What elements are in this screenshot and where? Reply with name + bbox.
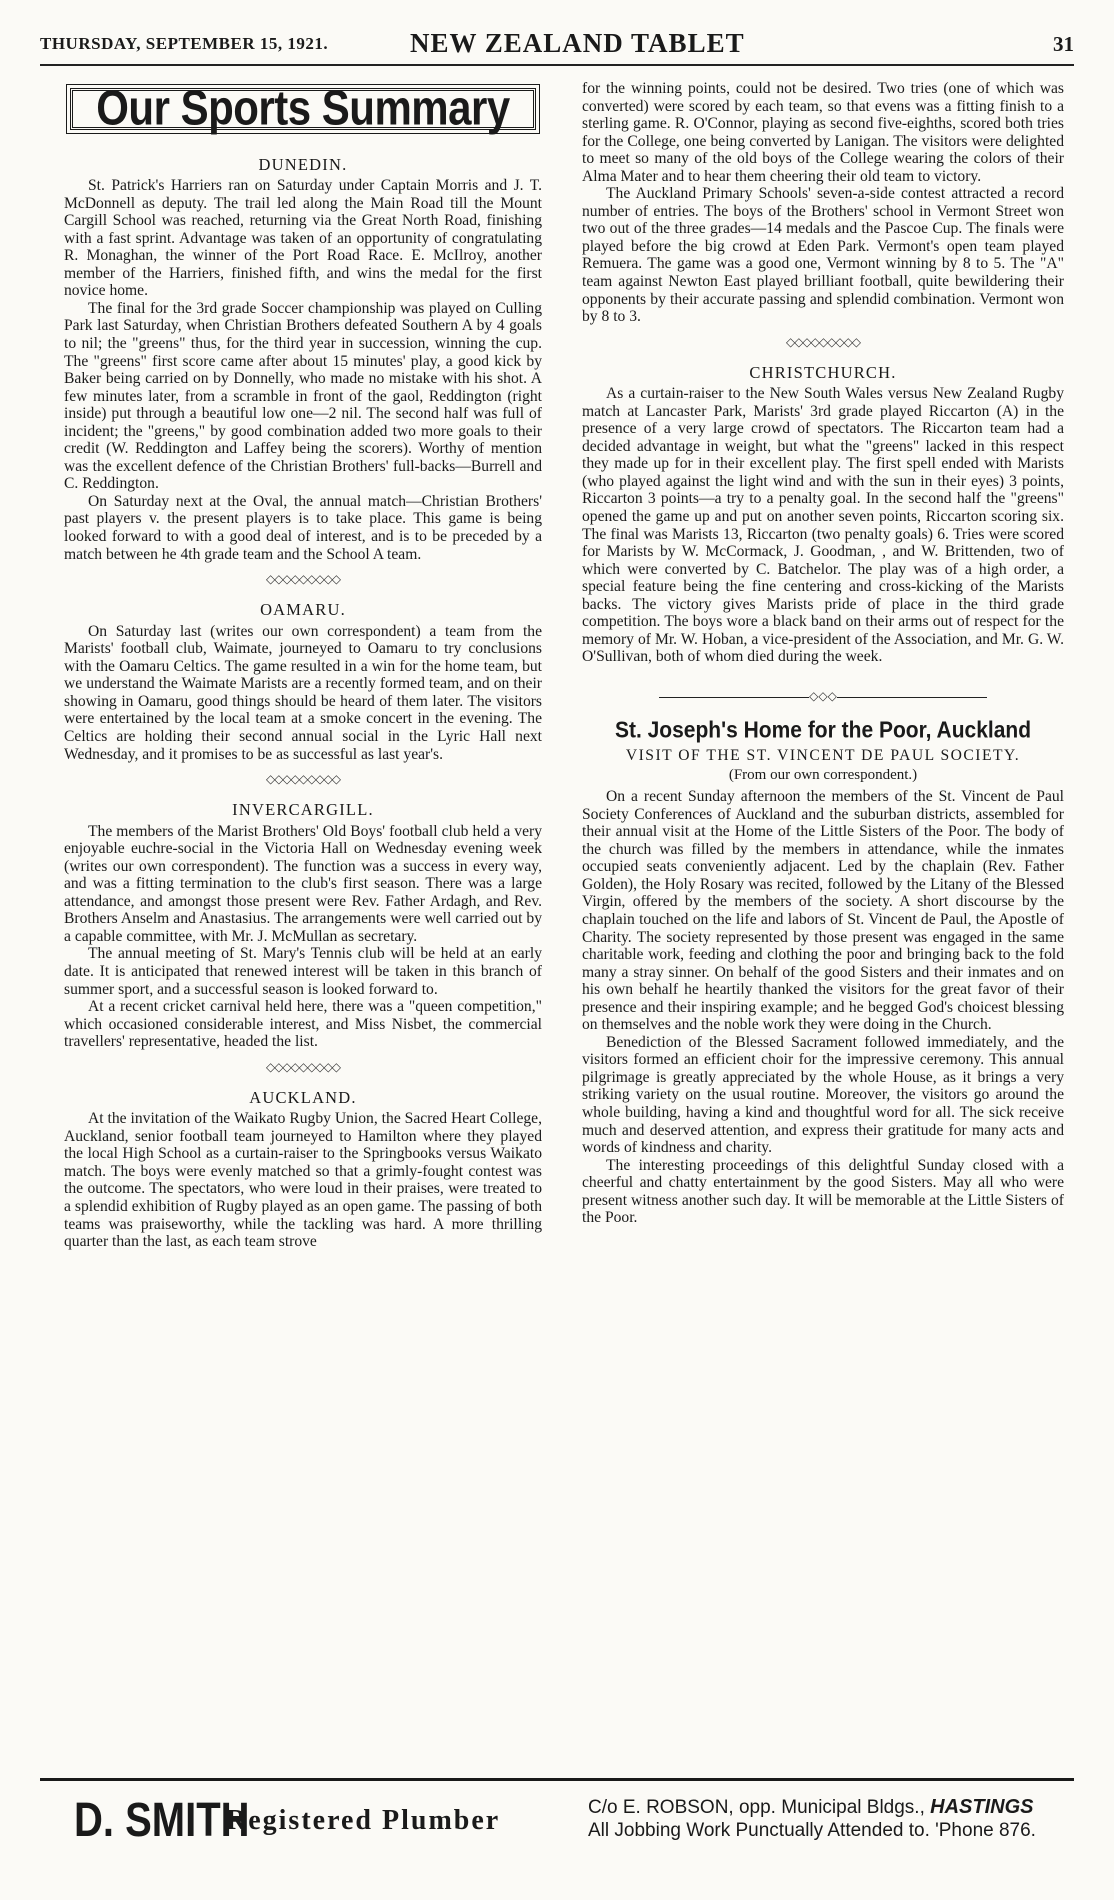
article-divider (582, 688, 1064, 706)
paragraph: The interesting proceedings of this delightful Sunday closed with a cheerful and chatty entertainment by the good Sisters. May all who were present witness another such day. It will be memorable at the Little Sisters of the Poor. (582, 1156, 1064, 1227)
advert-address-prefix: C/o E. ROBSON, opp. Municipal Bldgs., (588, 1797, 925, 1818)
section-ornament: ◇◇◇◇◇◇◇◇◇ (265, 772, 341, 787)
paragraph-continued: for the winning points, could not be desired. Two tries (one of which was converted) were scored by each team, so that evens was a fitting finish to a sterling game. R. O'Connor, playing as second five-eighths, scored both tries for the College, one being converted by Lanigan. The visitors were delighted to meet so many of the old boys of the College wearing the colors of their Alma Mater and to hear them cheering their old team to victory. (582, 80, 1064, 185)
advert-rule (40, 1778, 1074, 1781)
section-heading-auckland: AUCKLAND. (249, 1087, 357, 1107)
advert-line2: All Jobbing Work Punctually Attended to. 'Phone 876. (588, 1820, 1036, 1841)
advert-trade: Registered Plumber (226, 1805, 501, 1836)
paragraph: The final for the 3rd grade Soccer championship was played on Culling Park last Saturday, when Christian Brothers defeated Southern A by 4 goals to nil; the "greens" thus, for the third year in succession, winning the cup. The "greens" first score came after about 15 minutes' play, a good kick by Baker being carried on by Donnelly, who made no mistake with his shot. A few minutes later, from a scramble in front of the gaol, Reddington (right inside) put through a beautiful low one—2 nil. The second half was full of incident; the "greens," by good combination added two more goals to their credit (W. Reddington and Laffey being the scorers). Worthy of mention was the excellent defence of the Christian Brothers' full-backs—Burrell and C. Reddington. (64, 299, 542, 493)
right-column (582, 80, 1064, 1227)
section-ornament: ◇◇◇◇◇◇◇◇◇ (785, 334, 861, 349)
left-column (64, 79, 542, 1251)
paragraph: The members of the Marist Brothers' Old Boys' football club held a very enjoyable euchre-social in the Victoria Hall on Wednesday evening week (writes our own correspondent). The function was a success in every way, and was a fitting termination to the club's first season. There was a large attendance, and amongst those present were Rev. Father Ardagh, and Rev. Brothers Anselm and Anastasius. The arrangements were well carried out by a capable committee, with Mr. J. McMullan as secretary. (64, 822, 542, 945)
paragraph: At the invitation of the Waikato Rugby Union, the Sacred Heart College, Auckland, senior football team journeyed to Hamilton where they played the local High School as a curtain-raiser to the Springbooks versus Waikato match. The boys were evenly matched so that a grimly-fought contest was the outcome. The spectators, who were loud in their praises, were treated to a splendid exhibition of Rugby played as an open game. The passing of both teams was praiseworthy, while the tackling was hard. A more thrilling quarter than the last, as each team strove (64, 1110, 542, 1251)
publication-title: NEW ZEALAND TABLET (410, 28, 745, 58)
article-title-st-joseph: St. Joseph's Home for the Poor, Auckland (614, 717, 1032, 743)
article-subtitle: VISIT OF THE ST. VINCENT DE PAUL SOCIETY. (625, 747, 1021, 765)
divider-ornament: ◇◇◇ (809, 688, 837, 703)
section-ornament: ◇◇◇◇◇◇◇◇◇ (265, 1059, 341, 1074)
section-heading-christchurch: CHRISTCHURCH. (749, 362, 897, 382)
section-ornament: ◇◇◇◇◇◇◇◇◇ (265, 572, 341, 587)
section-heading-invercargill: INVERCARGILL. (232, 800, 374, 820)
divider-line (837, 697, 987, 698)
paragraph: As a curtain-raiser to the New South Wales versus New Zealand Rugby match at Lancaster Park, Marists' 3rd grade played Riccarton (A) in the presence of a very large crowd of spectators. The Riccarton team had a decided advantage in weight, but what the "greens" lacked in this respect they made up for in their excellent play. The first spell ended with Marists (who played against the light wind and with the sun in their eyes) 3 points, Riccarton 3 points—a try to a penalty goal. In the second half the "greens" opened the game up and put on another seven points, Riccarton scoring six. The final was Marists 13, Riccarton (two penalty goals) 6. Tries were scored for Marists by W. McCormack, J. Goodman, , and W. Brittenden, two of which were converted by C. Batchelor. The play was of a high order, a special feature being the fine centering and cross-kicking of the Marists backs. The victory gives Marists pride of place in the third grade competition. The boys wore a black band on their arms out of respect for the memory of Mr. W. Hoban, a vice-president of the Association, and Mr. G. W. O'Sullivan, both of whom died during the week. (582, 385, 1064, 666)
paragraph: At a recent cricket carnival held here, there was a "queen competition," which occasioned considerable interest, and Miss Nisbet, the commercial travellers' representative, headed the list. (64, 998, 542, 1051)
section-heading-dunedin: DUNEDIN. (258, 154, 348, 174)
paragraph: Benediction of the Blessed Sacrament followed immediately, and the visitors formed an efficient choir for the impressive ceremony. This annual pilgrimage is greatly appreciated by the whole House, as it brings a very striking variety on the usual routine. Moreover, the visitors go around the whole building, having a kind and thoughtful word for all. The sick receive much and deserved attention, and express their gratitude for many acts and words of kindness and charity. (582, 1033, 1064, 1157)
page-number: 31 (1053, 32, 1074, 56)
sports-title-box (70, 79, 536, 136)
paragraph: St. Patrick's Harriers ran on Saturday under Captain Morris and J. T. McDonnell as deputy. The trail led along the Main Road till the Mount Cargill School was reached, returning via the Great North Road, finishing with a fast sprint. Advantage was taken of an opportunity of congratulating R. Monaghan, the winner of the Port Road Race. E. McIlroy, another member of the Harriers, finished fifth, and wins the medal for the first novice home. (64, 177, 542, 300)
article-byline: (From our own correspondent.) (728, 766, 918, 783)
plumber-advert (40, 1788, 1074, 1858)
section-heading-oamaru: OAMARU. (260, 600, 346, 620)
paragraph: On Saturday last (writes our own correspondent) a team from the Marists' football club, Waimate, journeyed to Oamaru to try conclusions with the Oamaru Celtics. The game resulted in a win for the home team, but we understand the Waimate Marists are a recently formed team, and on their showing in Oamaru, good things should be heard of them later. The visitors were entertained by the local team at a smoke concert in the evening. The Celtics are holding their second annual social in the Lyric Hall next Wednesday, and it promises to be as successful as last year's. (64, 622, 542, 763)
paragraph: The Auckland Primary Schools' seven-a-side contest attracted a record number of entries. The boys of the Brothers' school in Vermont Street won two out of the three grades—14 medals and the Pascoe Cup. The finals were played before the big crowd at Eden Park. Vermont's open team played Remuera. The game was a good one, Vermont winning by 8 to 5. The "A" team against Newton East played brilliant football, quite bewildering their opponents by their accurate passing and splendid combination. Vermont won by 8 to 3. (582, 185, 1064, 326)
advert-address (588, 1796, 1034, 1819)
paragraph: On a recent Sunday afternoon the members of the St. Vincent de Paul Society Conferences of Auckland and the suburban districts, assembled for their annual visit at the Home of the Little Sisters of the Poor. The body of the church was filled by the members in attendance, while the inmates occupied seats conveniently adjacent. Led by the chaplain (Rev. Father Golden), the Holy Rosary was recited, followed by the Litany of the Blessed Virgin, offered by the members of the society. A short discourse by the chaplain touched on the life and labors of St. Vincent de Paul, the Apostle of Charity. The society represented by those present was engaged in the same charitable work, feeding and clothing the poor and bringing back to the fold many a stray sinner. On behalf of the good Sisters and their inmates and on his own behalf he heartily thanked the visitors for the great favor of their presence and their inspiring example; and he begged God's choicest blessing on themselves and the noble work they were doing in the Church. (582, 788, 1064, 1034)
paragraph: On Saturday next at the Oval, the annual match—Christian Brothers' past players v. the present players is to take place. This game is being looked forward to with a good deal of interest, and is to be preceded by a match between he 4th grade team and the School A team. (64, 492, 542, 563)
page-header (40, 24, 1074, 66)
paragraph: The annual meeting of St. Mary's Tennis club will be held at an early date. It is anticipated that renewed interest will be taken in this branch of summer sport, and a successful season is looked forward to. (64, 945, 542, 998)
advert-name: D. SMITH (74, 1794, 250, 1847)
divider-line (659, 697, 809, 698)
advert-town: HASTINGS (930, 1796, 1034, 1818)
issue-date: THURSDAY, SEPTEMBER 15, 1921. (40, 34, 329, 53)
sports-title: Our Sports Summary (96, 79, 510, 136)
